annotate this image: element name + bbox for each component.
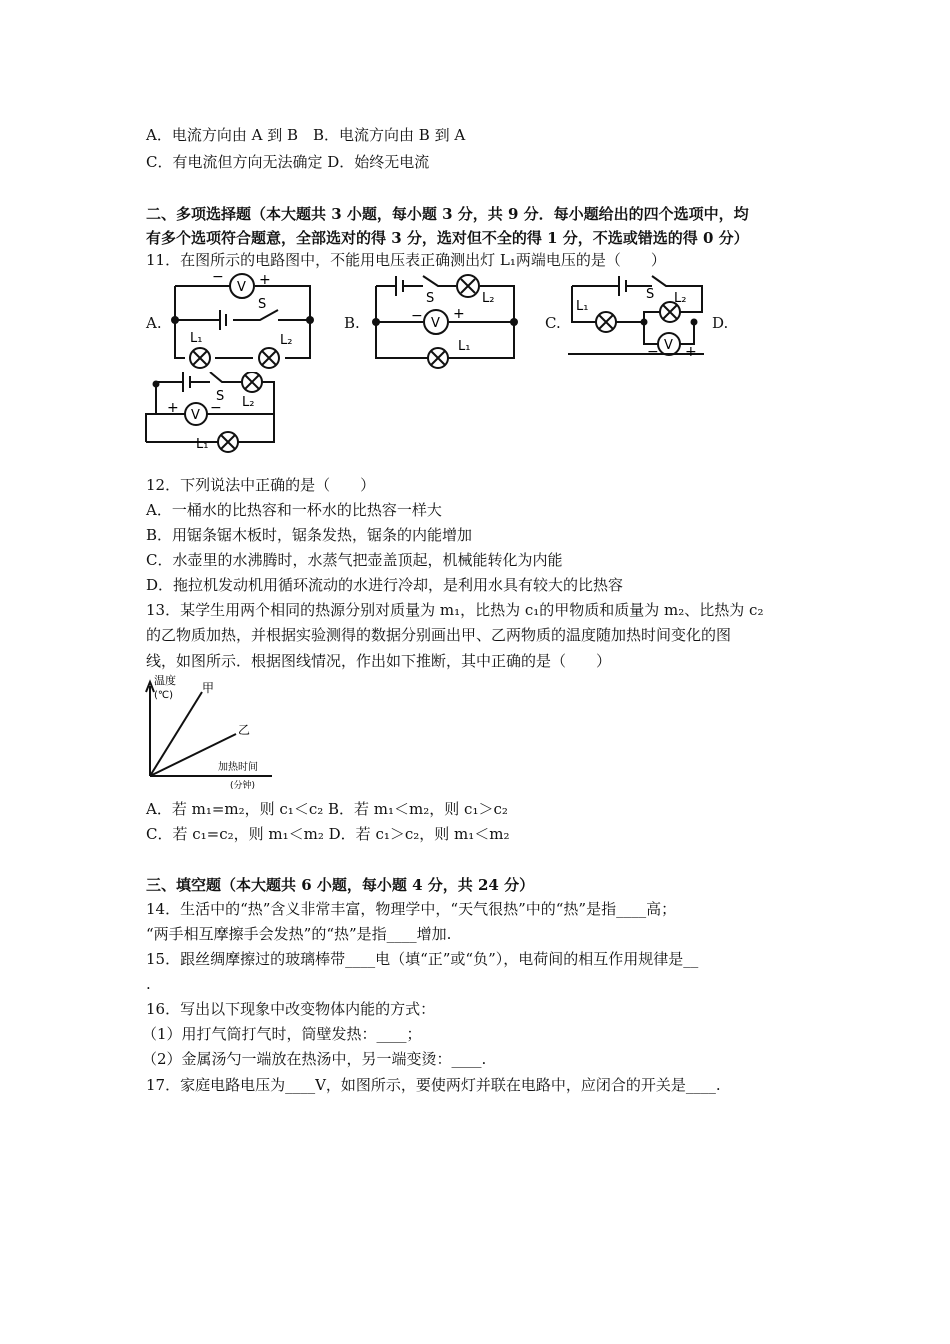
svg-text:L₂: L₂ — [674, 291, 687, 306]
svg-text:+: + — [453, 306, 465, 322]
q16-item-2: （2）金属汤勺一端放在热汤中，另一端变烫：____. — [142, 1050, 487, 1068]
svg-text:−: − — [210, 400, 222, 416]
svg-text:+: + — [685, 344, 697, 360]
svg-text:L₁: L₁ — [196, 437, 209, 452]
svg-text:V: V — [191, 408, 200, 423]
svg-text:−: − — [411, 308, 423, 324]
q12-option-a: A．一桶水的比热容和一杯水的比热容一样大 — [146, 501, 442, 519]
q14-line-1: 14．生活中的“热”含义非常丰富，物理学中，“天气很热”中的“热”是指____高； — [146, 900, 677, 918]
q16-stem: 16．写出以下现象中改变物体内能的方式： — [146, 1000, 436, 1018]
minus-sign: − — [212, 272, 224, 285]
q11-label-d: D. — [712, 314, 729, 332]
lamp1-label: L₁ — [190, 331, 203, 346]
voltmeter-label: V — [237, 280, 246, 295]
section2-heading-line-1: 二、多项选择题（本大题共 3 小题，每小题 3 分，共 9 分．每小题给出的四个选项中，均 — [146, 205, 749, 223]
y-label: 温度 — [154, 674, 176, 687]
q11-circuit-b — [368, 272, 520, 370]
line-jia-label: 甲 — [202, 681, 215, 695]
q11-stem: 11．在图所示的电路图中，不能用电压表正确测出灯 L₁两端电压的是（ ） — [146, 251, 666, 269]
plus-sign: + — [259, 272, 271, 288]
x-label: 加热时间 — [218, 762, 258, 773]
q12-option-c: C．水壶里的水沸腾时，水蒸气把壶盖顶起，机械能转化为内能 — [146, 551, 563, 569]
q15-line-1: 15．跟丝绸摩擦过的玻璃棒带____电（填“正”或“负”），电荷间的相互作用规律是__ — [146, 950, 699, 968]
y-unit: (℃) — [154, 690, 174, 701]
q12-stem: 12．下列说法中正确的是（ ） — [146, 476, 376, 494]
q13-options-line-1: A．若 m₁=m₂，则 c₁＜c₂ B．若 m₁＜m₂，则 c₁＞c₂ — [146, 800, 508, 818]
q11-circuit-c — [568, 272, 708, 362]
q11-label-c: C. — [545, 314, 561, 332]
svg-text:S: S — [426, 291, 435, 306]
line-yi-label: 乙 — [238, 723, 251, 737]
section3-heading: 三、填空题（本大题共 6 小题，每小题 4 分，共 24 分） — [146, 876, 535, 894]
q11-label-b: B. — [344, 314, 360, 332]
q13-stem-line-2: 的乙物质加热，并根据实验测得的数据分别画出甲、乙两物质的温度随加热时间变化的图 — [146, 626, 732, 644]
lamp2-label: L₂ — [280, 333, 293, 348]
svg-text:V: V — [664, 338, 673, 353]
svg-text:S: S — [216, 389, 225, 404]
q13-stem-line-3: 线，如图所示．根据图线情况，作出如下推断，其中正确的是（ ） — [146, 652, 612, 670]
q17-stem: 17．家庭电路电压为____V，如图所示，要使两灯并联在电路中，应闭合的开关是____. — [146, 1076, 721, 1094]
section2-heading-line-2: 有多个选项符合题意，全部选对的得 3 分，选对但不全的得 1 分，不选或错选的得 0 分） — [146, 229, 749, 247]
q12-option-b: B．用锯条锯木板时，锯条发热，锯条的内能增加 — [146, 526, 473, 544]
q14-line-2: “两手相互摩擦手会发热”的“热”是指____增加. — [146, 925, 452, 943]
q10-options-line-1: A．电流方向由 A 到 B B．电流方向由 B 到 A — [146, 126, 466, 144]
svg-text:L₁: L₁ — [576, 299, 589, 314]
q12-option-d: D．拖拉机发动机用循环流动的水进行冷却，是利用水具有较大的比热容 — [146, 576, 624, 594]
q13-options-line-2: C．若 c₁=c₂，则 m₁＜m₂ D．若 c₁＞c₂，则 m₁＜m₂ — [146, 825, 510, 843]
svg-text:L₂: L₂ — [482, 291, 495, 306]
q10-options-line-2: C．有电流但方向无法确定 D．始终无电流 — [146, 153, 430, 171]
svg-text:+: + — [167, 400, 179, 416]
q13-graph — [144, 672, 280, 792]
svg-text:V: V — [431, 316, 440, 331]
svg-text:S: S — [646, 287, 655, 302]
svg-text:L₁: L₁ — [458, 339, 471, 354]
svg-text:−: − — [647, 344, 659, 360]
switch-label: S — [258, 297, 267, 312]
q11-label-a: A. — [146, 314, 162, 332]
svg-text:L₂: L₂ — [242, 395, 255, 410]
q16-item-1: （1）用打气筒打气时，筒壁发热：____； — [142, 1025, 422, 1043]
q13-stem-line-1: 13．某学生用两个相同的热源分别对质量为 m₁，比热为 c₁的甲物质和质量为 m₂、比热为 c₂ — [146, 601, 764, 619]
x-unit: (分钟) — [230, 781, 256, 791]
q11-circuit-a — [160, 272, 320, 370]
q11-circuit-d — [140, 372, 282, 458]
q15-line-2: . — [146, 975, 151, 993]
